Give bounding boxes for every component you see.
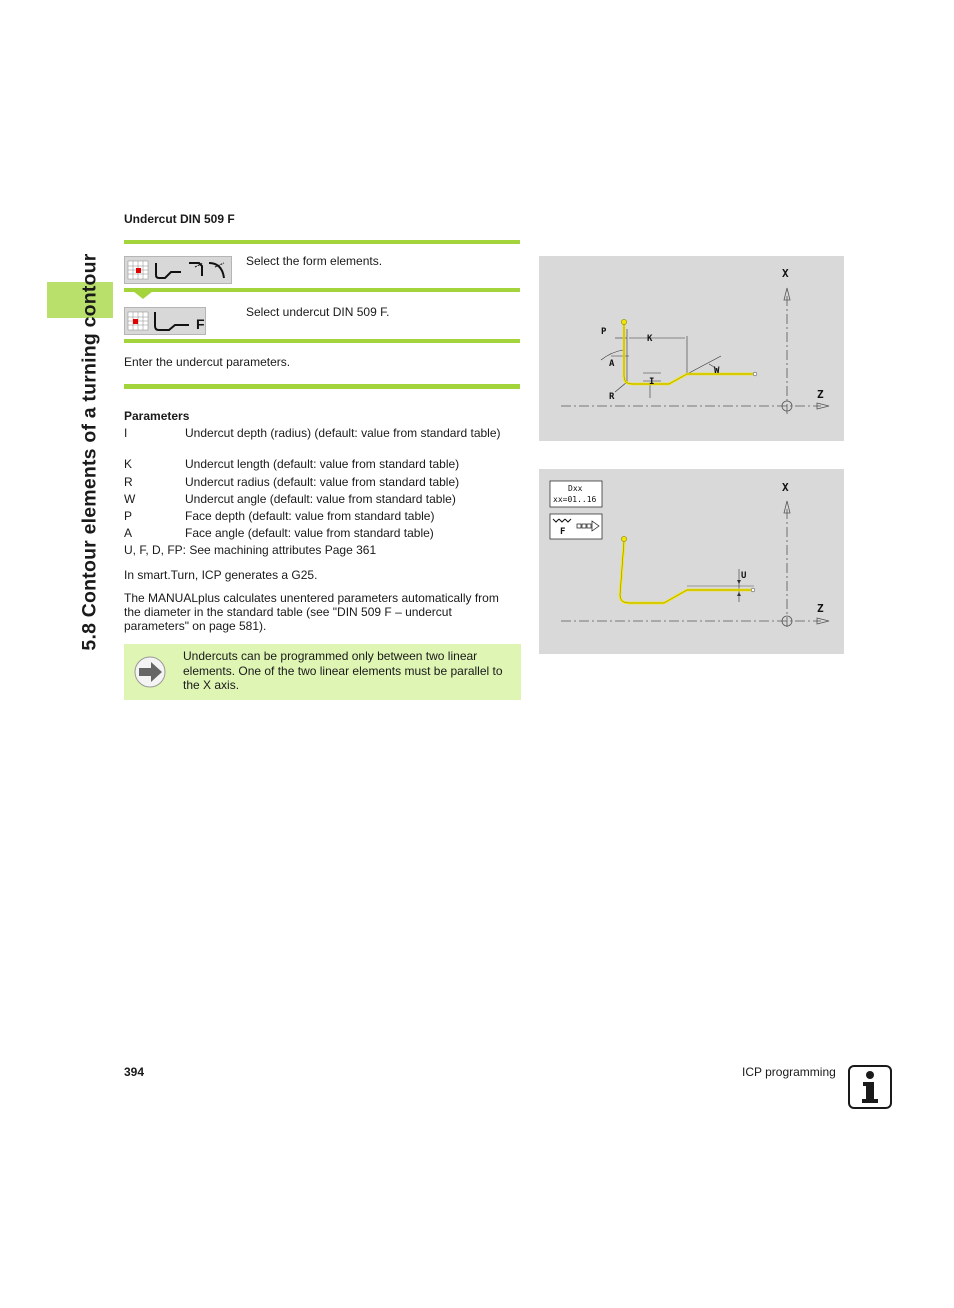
box-line-1: Dxx [568,484,583,493]
form-elements-softkey-icon [125,257,231,283]
param-desc: Undercut length (default: value from standard table) [185,457,460,471]
divider-rule [124,384,520,389]
parameters-title: Parameters [124,409,190,423]
param-desc: Undercut radius (default: value from standard table) [185,475,460,489]
undercut-din-509-f-softkey-icon [125,308,205,334]
smart-turn-paragraph: In smart.Turn, ICP generates a G25. [124,568,318,582]
x-axis-label: X [782,481,789,494]
form-elements-softkey[interactable] [124,256,232,284]
attributes-line: U, F, D, FP: See machining attributes Page 361 [124,543,377,557]
label-i: I [649,377,655,387]
label-u: U [741,571,747,581]
footer-section-label: ICP programming [742,1065,836,1079]
param-key: I [124,426,128,440]
param-desc: Face angle (default: value from standard table) [185,526,434,540]
param-key: P [124,509,133,523]
undercut-result-figure [539,469,844,654]
label-k: K [647,334,653,344]
info-icon [848,1065,892,1109]
section-heading: Undercut DIN 509 F [124,212,235,226]
param-key: A [124,526,133,540]
label-p: P [601,327,607,337]
divider-rule [124,240,520,244]
param-desc: Undercut depth (radius) (default: value from standard table) [185,426,501,440]
label-a: A [609,359,615,369]
arrow-right-icon [134,656,166,688]
manualplus-paragraph: The MANUALplus calculates unentered parameters automatically from the diameter in the standard table (see "DIN 509 F – undercut parameters" on page 581). [124,591,499,633]
box-line-2: xx=01..16 [553,495,597,504]
softkey-key-letter: F [196,316,205,332]
param-key: W [124,492,136,506]
undercut-figure [539,256,844,441]
feed-label: F [560,527,566,537]
page-number: 394 [124,1065,145,1079]
param-desc: Undercut angle (default: value from standard table) [185,492,456,506]
param-key: R [124,475,133,489]
x-axis-label: X [782,267,789,280]
note-text: Undercuts can be programmed only between two linear elements. One of the two linear elements must be parallel to the X axis. [183,649,503,692]
z-axis-label: Z [817,388,824,401]
step-text-select-undercut: Select undercut DIN 509 F. [246,305,390,319]
label-r: R [609,392,615,402]
z-axis-label: Z [817,602,824,615]
step-text-select-form: Select the form elements. [246,254,383,268]
label-w: W [714,366,720,376]
undercut-din-509-f-softkey[interactable] [124,307,206,335]
divider-rule [124,339,520,343]
param-key: K [124,457,133,471]
divider-rule [124,288,520,292]
step-pointer [133,291,153,299]
param-desc: Face depth (default: value from standard table) [185,509,435,523]
enter-parameters-text: Enter the undercut parameters. [124,355,291,369]
